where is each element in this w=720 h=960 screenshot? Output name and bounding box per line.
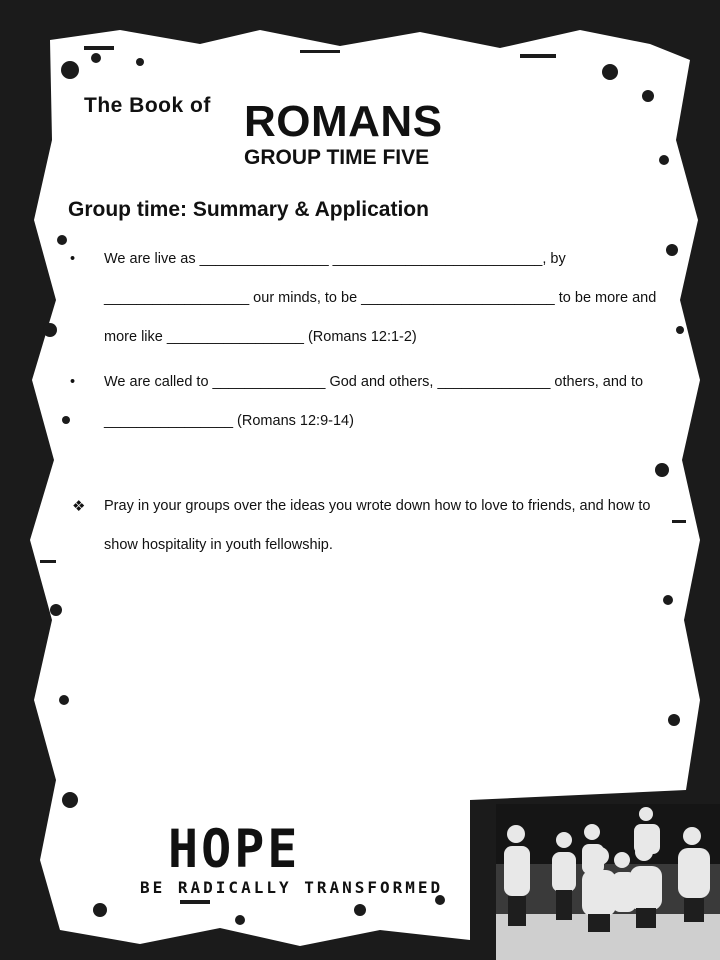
bullet-icon: • — [70, 374, 76, 390]
group-photo-icon — [496, 804, 720, 960]
list-item — [70, 487, 670, 565]
diamond-bullet-icon: ❖ — [72, 498, 86, 515]
hope-logo: HOPE — [168, 818, 301, 880]
list-item — [70, 240, 670, 357]
tagline: BE RADICALLY TRANSFORMED — [140, 878, 444, 897]
list-item — [70, 363, 670, 441]
list-item-text: Pray in your groups over the ideas you wrote down how to love to friends, and how to show hospitality in youth fellowship. — [104, 498, 651, 553]
section-heading: Group time: Summary & Application — [68, 198, 429, 221]
title-prefix: The Book of — [84, 94, 211, 117]
book-title: ROMANS — [244, 97, 443, 146]
group-time-subtitle: GROUP TIME FIVE — [244, 146, 430, 169]
list-item-text: We are live as ________________ __________________________, by __________________ our minds, to be ________________________ to be more and more like _________________ (Romans 12:1-2) — [104, 251, 657, 345]
bullet-icon: • — [70, 251, 76, 267]
list-item-text: We are called to ______________ God and others, ______________ others, and to ________________ (Romans 12:9-14) — [104, 374, 644, 429]
content-list — [70, 240, 670, 565]
group-photo — [496, 804, 720, 960]
